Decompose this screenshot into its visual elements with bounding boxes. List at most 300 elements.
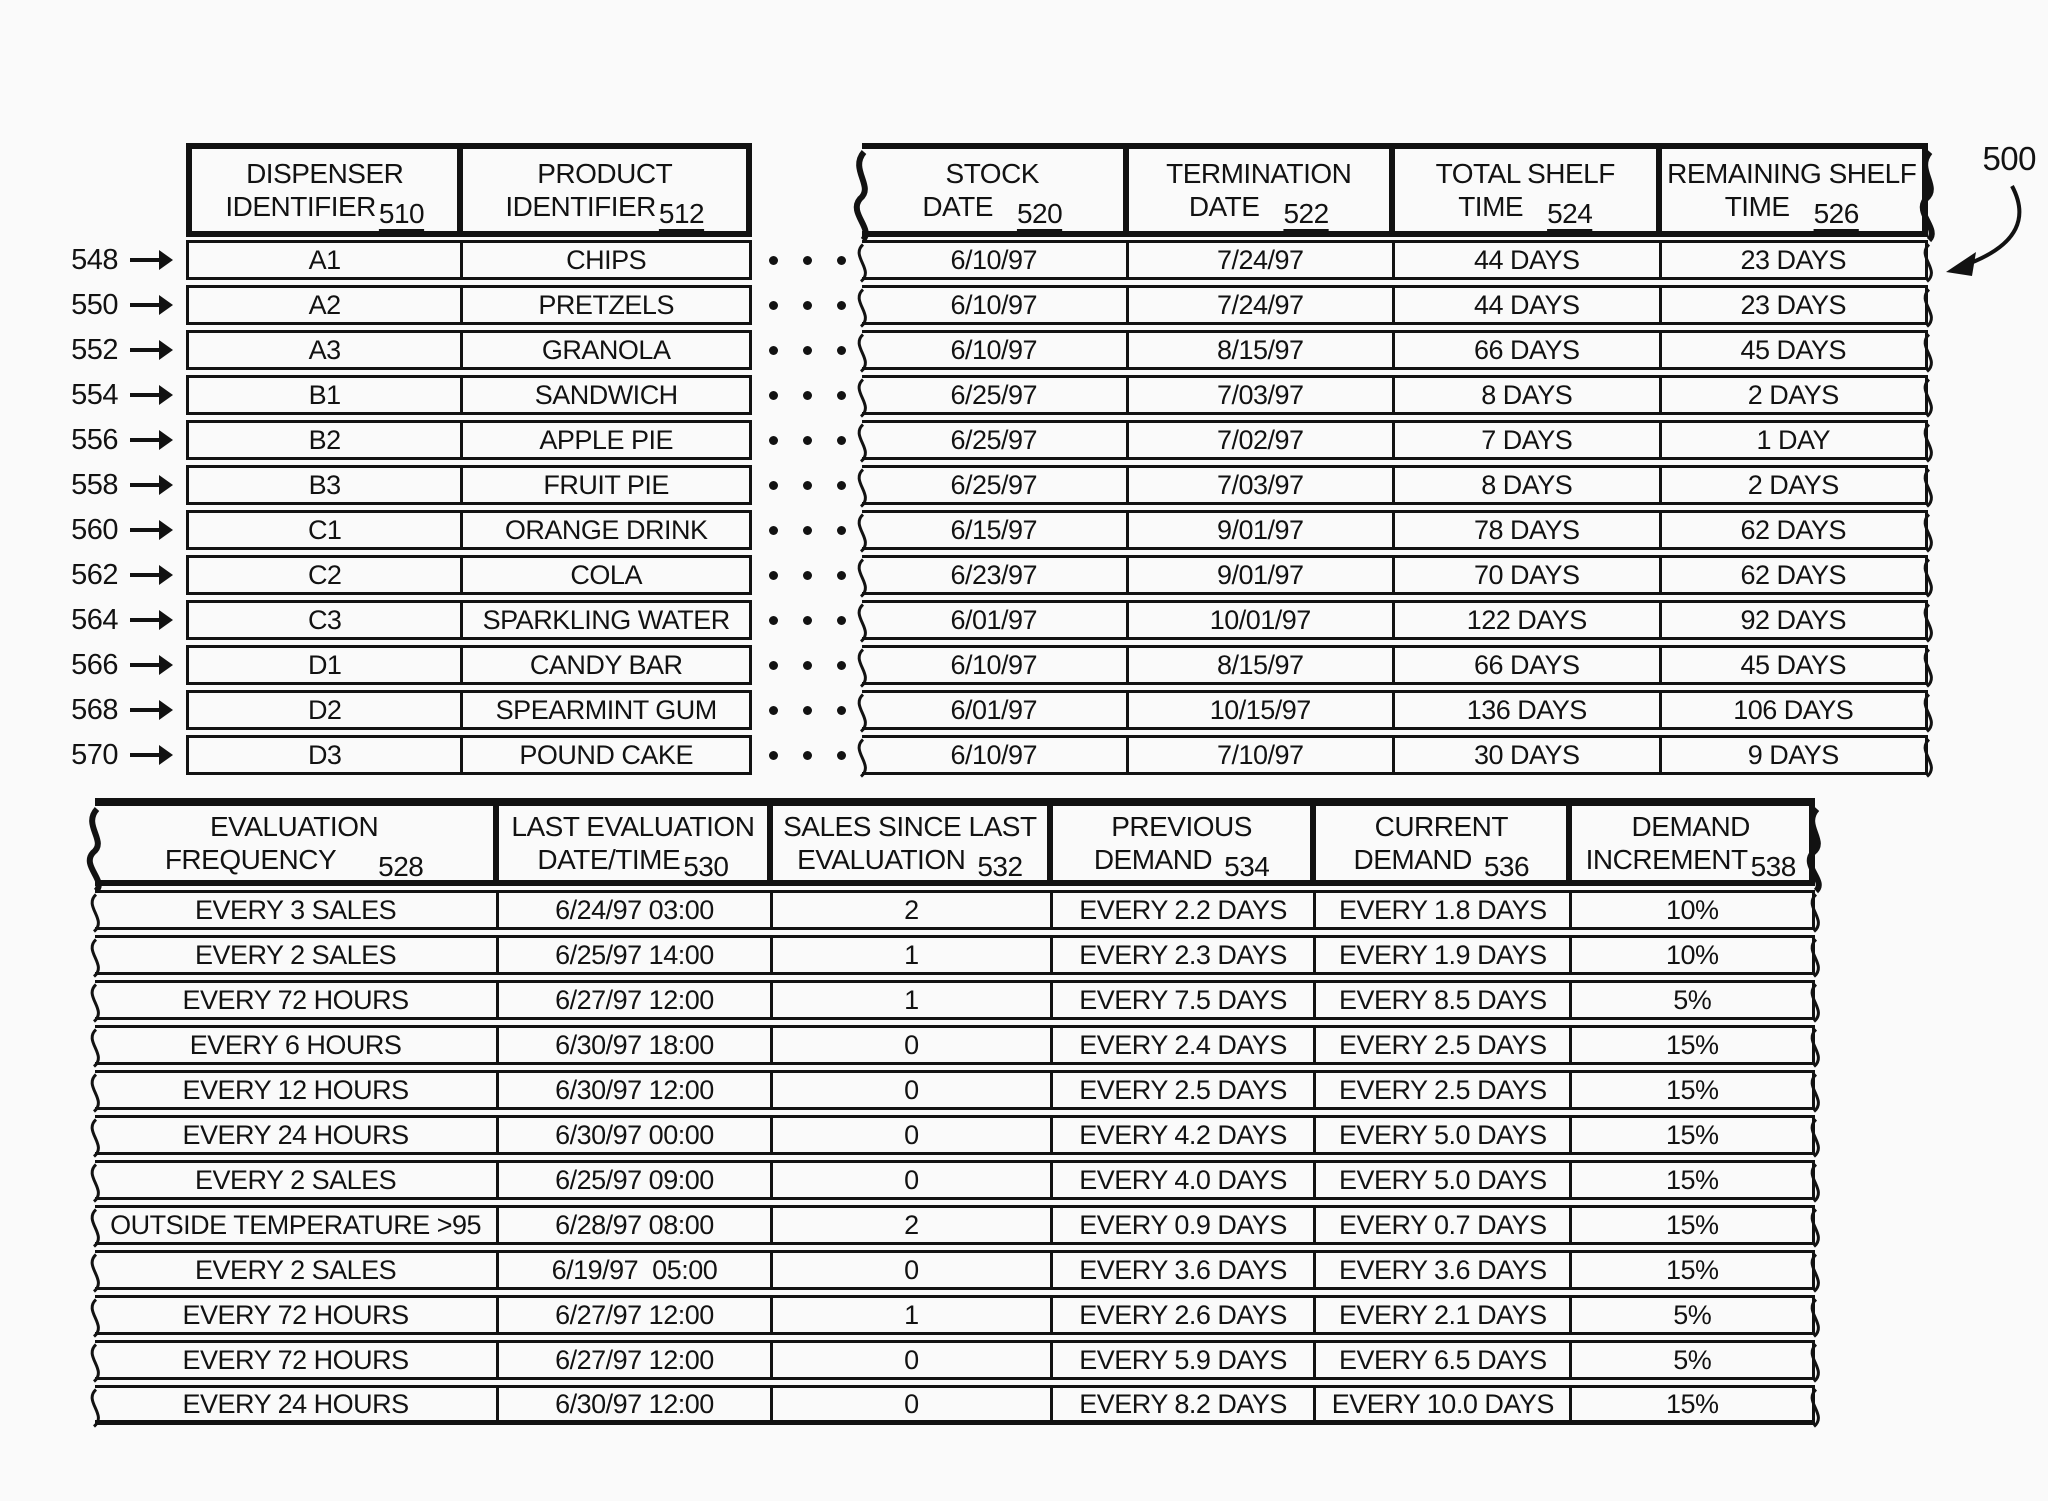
cell-sales-since-last: 0 xyxy=(773,1028,1053,1062)
cell-previous-demand: EVERY 8.2 DAYS xyxy=(1053,1388,1316,1420)
cell-remaining-shelf-time: 92 DAYS xyxy=(1662,603,1929,637)
right-arrow-icon xyxy=(130,393,160,397)
cell-total-shelf-time: 7 DAYS xyxy=(1395,423,1662,457)
row-pointer xyxy=(24,555,176,595)
cell-total-shelf-time: 66 DAYS xyxy=(1395,648,1662,682)
torn-edge-right-icon xyxy=(1802,1298,1828,1338)
torn-edge-right-icon xyxy=(1915,378,1941,418)
cell-stock-date: 6/10/97 xyxy=(862,288,1129,322)
dot-icon xyxy=(803,256,812,265)
table-row xyxy=(862,420,1928,460)
cell-sales-since-last: 0 xyxy=(773,1163,1053,1197)
cell-stock-date: 6/01/97 xyxy=(862,693,1129,727)
cell-demand-increment: 15% xyxy=(1572,1028,1815,1062)
ellipsis xyxy=(757,285,857,325)
cell-last-evaluation: 6/25/97 09:00 xyxy=(499,1163,772,1197)
cell-current-demand: EVERY 8.5 DAYS xyxy=(1316,983,1572,1017)
row-pointer-column xyxy=(24,240,176,780)
cell-previous-demand: EVERY 2.3 DAYS xyxy=(1053,938,1316,972)
row-reference-numeral: 556 xyxy=(71,423,118,456)
dot-icon xyxy=(837,571,846,580)
cell-last-evaluation: 6/30/97 12:00 xyxy=(499,1073,772,1107)
dot-icon xyxy=(769,391,778,400)
reference-numeral: 536 xyxy=(1483,851,1530,882)
cell-product-identifier: CANDY BAR xyxy=(529,649,683,680)
cell-stock-date: 6/10/97 xyxy=(862,738,1129,772)
cell-current-demand: EVERY 1.8 DAYS xyxy=(1316,893,1572,927)
dot-icon xyxy=(837,346,846,355)
reference-numeral: 528 xyxy=(378,851,424,882)
torn-edge-left-icon xyxy=(849,558,875,598)
cell-total-shelf-time: 66 DAYS xyxy=(1395,333,1662,367)
table-row xyxy=(862,375,1928,415)
row-reference-numeral: 558 xyxy=(71,468,118,501)
cell-stock-date: 6/15/97 xyxy=(862,513,1129,547)
torn-edge-left-icon xyxy=(82,1118,108,1158)
cell-dispenser-identifier: A3 xyxy=(189,333,463,367)
table-row xyxy=(95,1070,1815,1110)
table-row xyxy=(862,330,1928,370)
table-row xyxy=(862,240,1928,280)
cell-sales-since-last: 0 xyxy=(773,1343,1053,1377)
cell-product-identifier: PRETZELS xyxy=(538,289,674,320)
torn-edge-left-icon xyxy=(849,513,875,553)
right-arrow-icon xyxy=(130,348,160,352)
cell-stock-date: 6/25/97 xyxy=(862,423,1129,457)
dot-icon xyxy=(837,256,846,265)
cell-current-demand: EVERY 6.5 DAYS xyxy=(1316,1343,1572,1377)
cell-dispenser-identifier: A2 xyxy=(189,288,463,322)
dot-icon xyxy=(837,706,846,715)
column-header-total-shelf-time: TOTAL SHELF TIME 524 xyxy=(1395,149,1662,231)
cell-termination-date: 10/15/97 xyxy=(1129,693,1396,727)
table-row xyxy=(186,330,752,370)
torn-edge-right-icon xyxy=(1802,893,1828,933)
cell-last-evaluation: 6/25/97 14:00 xyxy=(499,938,772,972)
cell-stock-date: 6/10/97 xyxy=(862,648,1129,682)
torn-edge-right-icon xyxy=(1802,806,1828,894)
ellipsis xyxy=(757,330,857,370)
cell-dispenser-identifier: B2 xyxy=(189,423,463,457)
cell-evaluation-frequency: EVERY 2 SALES xyxy=(95,938,499,972)
torn-edge-left-icon xyxy=(849,243,875,283)
torn-edge-right-icon xyxy=(1915,149,1941,243)
cell-termination-date: 8/15/97 xyxy=(1129,648,1396,682)
dot-icon xyxy=(837,436,846,445)
cell-demand-increment: 15% xyxy=(1572,1118,1815,1152)
dot-icon xyxy=(769,706,778,715)
cell-previous-demand: EVERY 2.4 DAYS xyxy=(1053,1028,1316,1062)
dot-icon xyxy=(837,661,846,670)
ellipsis xyxy=(757,555,857,595)
ellipsis xyxy=(757,465,857,505)
cell-dispenser-identifier: D3 xyxy=(189,738,463,772)
row-pointer xyxy=(24,690,176,730)
figure-reference-number: 500 xyxy=(1982,140,2036,177)
cell-stock-date: 6/01/97 xyxy=(862,603,1129,637)
dot-icon xyxy=(837,301,846,310)
ellipsis xyxy=(757,510,857,550)
torn-edge-right-icon xyxy=(1802,1343,1828,1383)
cell-evaluation-frequency: EVERY 2 SALES xyxy=(95,1163,499,1197)
row-pointer xyxy=(24,285,176,325)
row-pointer xyxy=(24,600,176,640)
row-pointer xyxy=(24,420,176,460)
cell-remaining-shelf-time: 62 DAYS xyxy=(1662,513,1929,547)
cell-stock-date: 6/25/97 xyxy=(862,378,1129,412)
dot-icon xyxy=(769,571,778,580)
cell-demand-increment: 15% xyxy=(1572,1253,1815,1287)
cell-current-demand: EVERY 2.1 DAYS xyxy=(1316,1298,1572,1332)
cell-previous-demand: EVERY 5.9 DAYS xyxy=(1053,1343,1316,1377)
torn-edge-left-icon xyxy=(849,603,875,643)
dot-icon xyxy=(769,526,778,535)
ellipsis xyxy=(757,375,857,415)
cell-evaluation-frequency: OUTSIDE TEMPERATURE >95 xyxy=(95,1208,499,1242)
dispenser-product-table xyxy=(186,143,752,780)
cell-dispenser-identifier: B3 xyxy=(189,468,463,502)
cell-remaining-shelf-time: 2 DAYS xyxy=(1662,378,1929,412)
dot-icon xyxy=(769,751,778,760)
cell-termination-date: 7/24/97 xyxy=(1129,288,1396,322)
table-row xyxy=(95,1250,1815,1290)
reference-numeral: 520 xyxy=(1016,198,1063,229)
reference-numeral: 522 xyxy=(1283,198,1329,229)
table-row xyxy=(186,510,752,550)
column-header-dispenser-identifier: DISPENSER IDENTIFIER 510 xyxy=(192,149,463,231)
cell-previous-demand: EVERY 2.2 DAYS xyxy=(1053,893,1316,927)
table-row xyxy=(186,690,752,730)
cell-stock-date: 6/10/97 xyxy=(862,243,1129,277)
row-pointer xyxy=(24,645,176,685)
torn-edge-right-icon xyxy=(1915,693,1941,733)
right-arrow-icon xyxy=(130,528,160,532)
torn-edge-left-icon xyxy=(849,288,875,328)
table-row xyxy=(862,735,1928,775)
torn-edge-left-icon xyxy=(849,333,875,373)
ellipsis xyxy=(757,690,857,730)
torn-edge-left-icon xyxy=(849,149,875,243)
torn-edge-right-icon xyxy=(1802,938,1828,978)
cell-product-identifier: SPARKLING WATER xyxy=(482,604,730,635)
table-row xyxy=(95,1025,1815,1065)
cell-dispenser-identifier: D2 xyxy=(189,693,463,727)
torn-edge-left-icon xyxy=(849,378,875,418)
table-row xyxy=(95,1295,1815,1335)
torn-edge-left-icon xyxy=(849,423,875,463)
cell-last-evaluation: 6/30/97 00:00 xyxy=(499,1118,772,1152)
cell-termination-date: 7/03/97 xyxy=(1129,468,1396,502)
cell-remaining-shelf-time: 9 DAYS xyxy=(1662,738,1929,772)
ellipsis-column xyxy=(757,240,857,780)
dot-icon xyxy=(803,526,812,535)
cell-last-evaluation: 6/30/97 12:00 xyxy=(499,1388,772,1420)
dot-icon xyxy=(769,661,778,670)
column-header-last-evaluation-datetime: LAST EVALUATION DATE/TIME 530 xyxy=(499,806,772,880)
dot-icon xyxy=(803,706,812,715)
cell-current-demand: EVERY 5.0 DAYS xyxy=(1316,1118,1572,1152)
cell-termination-date: 10/01/97 xyxy=(1129,603,1396,637)
cell-evaluation-frequency: EVERY 6 HOURS xyxy=(95,1028,499,1062)
cell-demand-increment: 10% xyxy=(1572,938,1815,972)
table-row xyxy=(95,890,1815,930)
cell-evaluation-frequency: EVERY 24 HOURS xyxy=(95,1118,499,1152)
dot-icon xyxy=(837,616,846,625)
row-reference-numeral: 550 xyxy=(71,288,118,321)
dot-icon xyxy=(803,661,812,670)
torn-edge-right-icon xyxy=(1802,1118,1828,1158)
torn-edge-left-icon xyxy=(82,983,108,1023)
reference-numeral: 532 xyxy=(977,851,1023,882)
torn-edge-left-icon xyxy=(849,738,875,778)
dot-icon xyxy=(837,391,846,400)
torn-edge-right-icon xyxy=(1915,558,1941,598)
column-header-previous-demand: PREVIOUS DEMAND 534 xyxy=(1053,806,1316,880)
cell-last-evaluation: 6/19/97 05:00 xyxy=(499,1253,772,1287)
cell-sales-since-last: 0 xyxy=(773,1118,1053,1152)
row-reference-numeral: 548 xyxy=(71,243,118,276)
torn-edge-left-icon xyxy=(82,893,108,933)
table-row xyxy=(862,465,1928,505)
cell-demand-increment: 15% xyxy=(1572,1163,1815,1197)
table-row xyxy=(862,285,1928,325)
cell-previous-demand: EVERY 2.6 DAYS xyxy=(1053,1298,1316,1332)
cell-product-identifier: GRANOLA xyxy=(541,334,671,365)
table-header-row xyxy=(186,143,752,237)
right-arrow-icon xyxy=(130,303,160,307)
cell-sales-since-last: 0 xyxy=(773,1073,1053,1107)
cell-current-demand: EVERY 2.5 DAYS xyxy=(1316,1028,1572,1062)
cell-last-evaluation: 6/30/97 18:00 xyxy=(499,1028,772,1062)
torn-edge-left-icon xyxy=(82,1163,108,1203)
table-row xyxy=(862,510,1928,550)
cell-remaining-shelf-time: 62 DAYS xyxy=(1662,558,1929,592)
cell-remaining-shelf-time: 1 DAY xyxy=(1662,423,1929,457)
dot-icon xyxy=(769,436,778,445)
reference-numeral: 512 xyxy=(658,198,705,229)
table-row xyxy=(186,555,752,595)
right-arrow-icon xyxy=(130,753,160,757)
column-header-sales-since-last-evaluation: SALES SINCE LAST EVALUATION 532 xyxy=(773,806,1053,880)
torn-edge-right-icon xyxy=(1802,1163,1828,1203)
torn-edge-right-icon xyxy=(1915,333,1941,373)
torn-edge-left-icon xyxy=(82,938,108,978)
table-row xyxy=(95,1115,1815,1155)
dot-icon xyxy=(803,481,812,490)
cell-demand-increment: 15% xyxy=(1572,1073,1815,1107)
cell-total-shelf-time: 44 DAYS xyxy=(1395,243,1662,277)
right-arrow-icon xyxy=(130,258,160,262)
torn-edge-right-icon xyxy=(1802,983,1828,1023)
row-reference-numeral: 552 xyxy=(71,333,118,366)
torn-edge-left-icon xyxy=(82,1028,108,1068)
torn-edge-right-icon xyxy=(1802,1208,1828,1248)
torn-edge-right-icon xyxy=(1915,738,1941,778)
cell-product-identifier: SANDWICH xyxy=(534,379,678,410)
dot-icon xyxy=(769,301,778,310)
cell-demand-increment: 5% xyxy=(1572,983,1815,1017)
cell-sales-since-last: 1 xyxy=(773,938,1053,972)
torn-edge-left-icon xyxy=(82,806,108,894)
cell-current-demand: EVERY 5.0 DAYS xyxy=(1316,1163,1572,1197)
torn-edge-right-icon xyxy=(1915,243,1941,283)
cell-stock-date: 6/10/97 xyxy=(862,333,1129,367)
dot-icon xyxy=(803,616,812,625)
table-row xyxy=(862,690,1928,730)
cell-previous-demand: EVERY 7.5 DAYS xyxy=(1053,983,1316,1017)
torn-edge-right-icon xyxy=(1802,1028,1828,1068)
cell-dispenser-identifier: A1 xyxy=(189,243,463,277)
reference-numeral: 538 xyxy=(1750,851,1796,882)
column-header-stock-date: STOCK DATE 520 xyxy=(862,149,1129,231)
cell-sales-since-last: 2 xyxy=(773,1208,1053,1242)
table-row xyxy=(186,600,752,640)
cell-remaining-shelf-time: 23 DAYS xyxy=(1662,243,1929,277)
table-row xyxy=(186,645,752,685)
right-arrow-icon xyxy=(130,483,160,487)
cell-total-shelf-time: 8 DAYS xyxy=(1395,468,1662,502)
cell-total-shelf-time: 8 DAYS xyxy=(1395,378,1662,412)
right-arrow-icon xyxy=(130,438,160,442)
cell-product-identifier: ORANGE DRINK xyxy=(504,514,708,545)
column-header-product-identifier: PRODUCT IDENTIFIER 512 xyxy=(505,158,705,229)
reference-numeral: 526 xyxy=(1813,198,1859,229)
torn-edge-left-icon xyxy=(849,468,875,508)
cell-remaining-shelf-time: 23 DAYS xyxy=(1662,288,1929,322)
cell-remaining-shelf-time: 45 DAYS xyxy=(1662,648,1929,682)
cell-demand-increment: 15% xyxy=(1572,1388,1815,1420)
cell-dispenser-identifier: D1 xyxy=(189,648,463,682)
cell-evaluation-frequency: EVERY 72 HOURS xyxy=(95,1343,499,1377)
dot-icon xyxy=(837,481,846,490)
row-pointer xyxy=(24,465,176,505)
cell-demand-increment: 5% xyxy=(1572,1298,1815,1332)
cell-sales-since-last: 1 xyxy=(773,1298,1053,1332)
row-pointer xyxy=(24,375,176,415)
cell-sales-since-last: 2 xyxy=(773,893,1053,927)
cell-termination-date: 7/10/97 xyxy=(1129,738,1396,772)
column-header-termination-date: TERMINATION DATE 522 xyxy=(1129,149,1396,231)
cell-demand-increment: 5% xyxy=(1572,1343,1815,1377)
cell-evaluation-frequency: EVERY 12 HOURS xyxy=(95,1073,499,1107)
cell-remaining-shelf-time: 45 DAYS xyxy=(1662,333,1929,367)
cell-dispenser-identifier: C1 xyxy=(189,513,463,547)
row-reference-numeral: 566 xyxy=(71,648,118,681)
table-row xyxy=(186,465,752,505)
row-reference-numeral: 562 xyxy=(71,558,118,591)
right-arrow-icon xyxy=(130,663,160,667)
ellipsis xyxy=(757,645,857,685)
table-row xyxy=(862,555,1928,595)
dot-icon xyxy=(803,571,812,580)
cell-last-evaluation: 6/28/97 08:00 xyxy=(499,1208,772,1242)
cell-dispenser-identifier: B1 xyxy=(189,378,463,412)
table-row xyxy=(862,600,1928,640)
dot-icon xyxy=(837,526,846,535)
torn-edge-left-icon xyxy=(849,693,875,733)
dot-icon xyxy=(769,481,778,490)
ellipsis xyxy=(757,240,857,280)
cell-last-evaluation: 6/27/97 12:00 xyxy=(499,983,772,1017)
cell-termination-date: 7/24/97 xyxy=(1129,243,1396,277)
cell-product-identifier: SPEARMINT GUM xyxy=(495,694,717,725)
table-header-row xyxy=(95,798,1815,886)
torn-edge-right-icon xyxy=(1915,468,1941,508)
cell-sales-since-last: 0 xyxy=(773,1388,1053,1420)
torn-edge-right-icon xyxy=(1915,513,1941,553)
column-header-current-demand: CURRENT DEMAND 536 xyxy=(1316,806,1572,880)
cell-last-evaluation: 6/27/97 12:00 xyxy=(499,1343,772,1377)
cell-current-demand: EVERY 1.9 DAYS xyxy=(1316,938,1572,972)
torn-edge-left-icon xyxy=(82,1253,108,1293)
cell-dispenser-identifier: C3 xyxy=(189,603,463,637)
cell-total-shelf-time: 136 DAYS xyxy=(1395,693,1662,727)
cell-last-evaluation: 6/27/97 12:00 xyxy=(499,1298,772,1332)
cell-total-shelf-time: 78 DAYS xyxy=(1395,513,1662,547)
dot-icon xyxy=(769,616,778,625)
row-reference-numeral: 560 xyxy=(71,513,118,546)
cell-product-identifier: APPLE PIE xyxy=(539,424,673,455)
cell-product-identifier: CHIPS xyxy=(566,244,647,275)
right-arrow-icon xyxy=(130,708,160,712)
cell-current-demand: EVERY 3.6 DAYS xyxy=(1316,1253,1572,1287)
table-row xyxy=(186,735,752,775)
cell-termination-date: 7/02/97 xyxy=(1129,423,1396,457)
dot-icon xyxy=(769,346,778,355)
cell-previous-demand: EVERY 2.5 DAYS xyxy=(1053,1073,1316,1107)
torn-edge-left-icon xyxy=(82,1073,108,1113)
torn-edge-left-icon xyxy=(82,1388,108,1428)
table-row xyxy=(95,1385,1815,1425)
cell-total-shelf-time: 70 DAYS xyxy=(1395,558,1662,592)
table-row xyxy=(186,420,752,460)
row-reference-numeral: 570 xyxy=(71,738,118,771)
cell-remaining-shelf-time: 106 DAYS xyxy=(1662,693,1929,727)
cell-product-identifier: COLA xyxy=(570,559,642,590)
cell-total-shelf-time: 30 DAYS xyxy=(1395,738,1662,772)
ellipsis xyxy=(757,420,857,460)
column-header-evaluation-frequency: EVALUATION FREQUENCY 528 xyxy=(95,806,499,880)
evaluation-table xyxy=(95,798,1815,1430)
cell-previous-demand: EVERY 3.6 DAYS xyxy=(1053,1253,1316,1287)
torn-edge-right-icon xyxy=(1915,603,1941,643)
table-row xyxy=(862,645,1928,685)
cell-evaluation-frequency: EVERY 72 HOURS xyxy=(95,983,499,1017)
dot-icon xyxy=(769,256,778,265)
right-arrow-icon xyxy=(130,618,160,622)
figure-reference xyxy=(1928,140,2044,290)
cell-termination-date: 9/01/97 xyxy=(1129,513,1396,547)
row-reference-numeral: 554 xyxy=(71,378,118,411)
row-pointer xyxy=(24,240,176,280)
cell-product-identifier: POUND CAKE xyxy=(519,739,693,770)
cell-evaluation-frequency: EVERY 24 HOURS xyxy=(95,1388,499,1420)
row-pointer xyxy=(24,510,176,550)
dot-icon xyxy=(803,346,812,355)
torn-edge-right-icon xyxy=(1802,1388,1828,1428)
table-row xyxy=(95,1205,1815,1245)
cell-termination-date: 7/03/97 xyxy=(1129,378,1396,412)
ellipsis xyxy=(757,600,857,640)
dot-icon xyxy=(803,391,812,400)
table-row xyxy=(186,240,752,280)
cell-total-shelf-time: 122 DAYS xyxy=(1395,603,1662,637)
table-row xyxy=(186,285,752,325)
cell-product-identifier: FRUIT PIE xyxy=(543,469,669,500)
ellipsis xyxy=(757,735,857,775)
cell-evaluation-frequency: EVERY 72 HOURS xyxy=(95,1298,499,1332)
table-row xyxy=(186,375,752,415)
